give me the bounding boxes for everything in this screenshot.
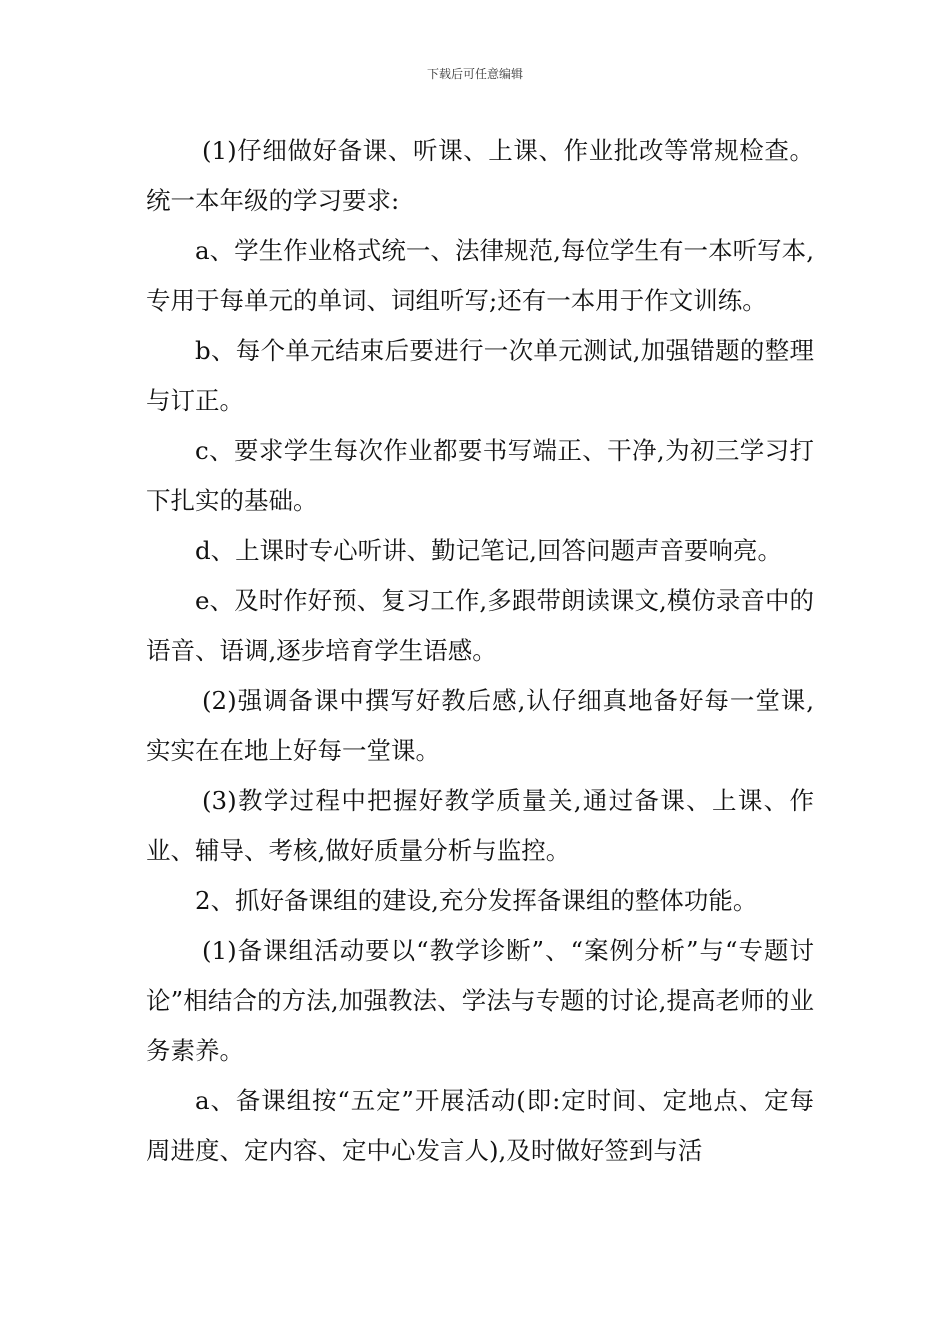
paragraph-11: a、备课组按“五定”开展活动(即:定时间、定地点、定每周进度、定内容、定中心发言人),及时做好签到与活 bbox=[146, 1086, 814, 1165]
paragraph-10: (1)备课组活动要以“教学诊断”、“案例分析”与“专题讨论”相结合的方法,加强教法、学法与专题的讨论,提高老师的业务素养。 bbox=[146, 936, 814, 1065]
paragraph-6: e、及时作好预、复习工作,多跟带朗读课文,模仿录音中的语音、语调,逐步培育学生语感。 bbox=[146, 586, 814, 665]
paragraph-5: d、上课时专心听讲、勤记笔记,回答问题声音要响亮。 bbox=[195, 536, 782, 565]
paragraph-8: (3)教学过程中把握好教学质量关,通过备课、上课、作业、辅导、考核,做好质量分析与监控。 bbox=[146, 786, 814, 865]
paragraph-4: c、要求学生每次作业都要书写端正、干净,为初三学习打下扎实的基础。 bbox=[146, 436, 814, 515]
paragraph-9: 2、抓好备课组的建设,充分发挥备课组的整体功能。 bbox=[195, 886, 758, 915]
page-header: 下载后可任意编辑 bbox=[426, 67, 523, 81]
document-body bbox=[146, 126, 814, 1176]
paragraph-7: (2)强调备课中撰写好教后感,认仔细真地备好每一堂课,实实在在地上好每一堂课。 bbox=[146, 686, 814, 765]
paragraph-3: b、每个单元结束后要进行一次单元测试,加强错题的整理与订正。 bbox=[146, 336, 814, 415]
paragraph-1: (1)仔细做好备课、听课、上课、作业批改等常规检查。统一本年级的学习要求: bbox=[146, 136, 814, 215]
paragraph-2: a、学生作业格式统一、法律规范,每位学生有一本听写本,专用于每单元的单词、词组听写;还有一本用于作文训练。 bbox=[146, 236, 814, 315]
